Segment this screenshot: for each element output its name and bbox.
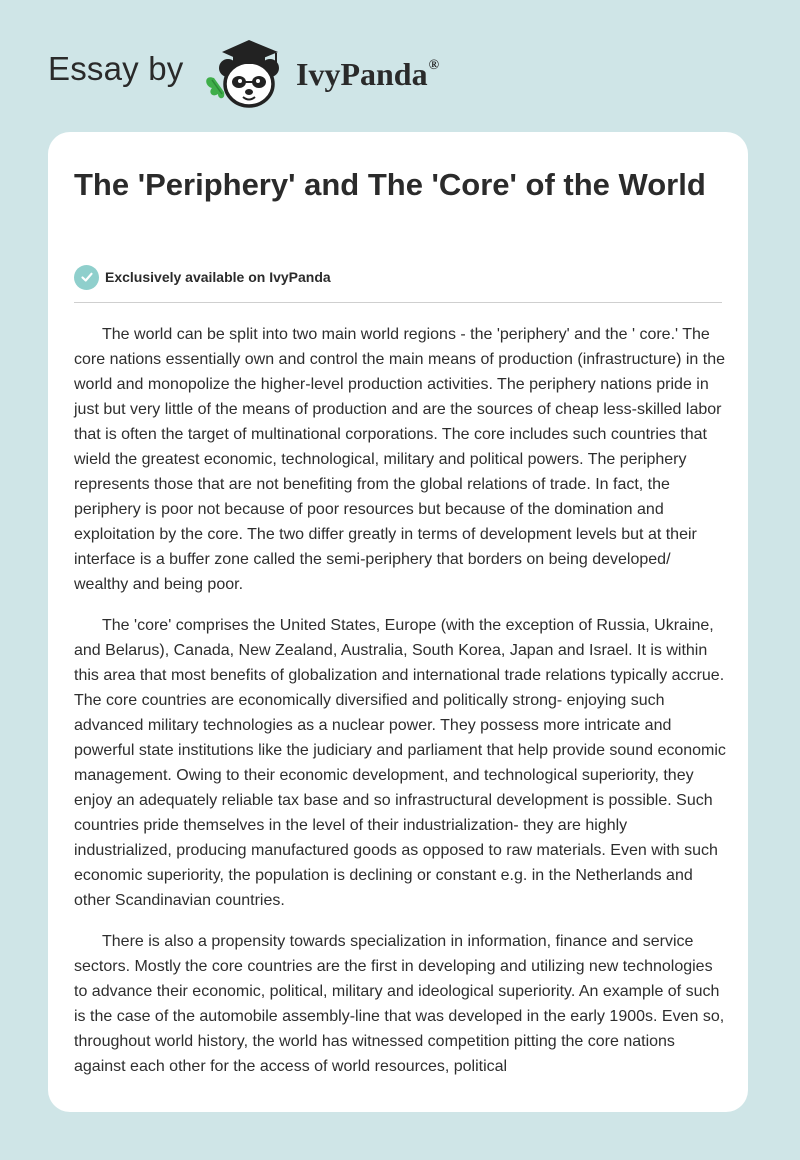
essay-card: [48, 132, 748, 1112]
registered-mark: ®: [428, 58, 440, 74]
essay-body: [74, 322, 726, 1095]
brand-name-text: IvyPanda: [296, 56, 428, 92]
paragraph: The 'core' comprises the United States, Europe (with the exception of Russia, Ukraine, and Belarus), Canada, New Zealand, Australia, South Korea, Japan and Israel. It is within this area that most benefits of globalization and international trade relations typically accrue. The core countries are economically diversified and politically strong- enjoying such advanced military technologies as a nuclear power. They possess more intricate and powerful state institutions like the judiciary and parliament that help provide sound economic management. Owing to their economic development, and technological superiority, they enjoy an adequately reliable tax base and so infrastructural development is possible. Such countries pride themselves in the level of their industrialization- they are highly industrialized, producing manufactured goods as opposed to raw materials. Even with such economic superiority, the population is declining or constant e.g. in the Netherlands and other Scandinavian countries.: [74, 617, 726, 909]
divider: [74, 302, 722, 303]
page-title: The 'Periphery' and The 'Core' of the World: [74, 167, 706, 202]
exclusive-badge-label: Exclusively available on IvyPanda: [105, 269, 331, 285]
paragraph: There is also a propensity towards specialization in information, finance and service sectors. Mostly the core countries are the first in developing and utilizing new technologies to advance their economic, political, military and ideological superiority. An example of such is the case of the automobile assembly-line that was developed in the early 1900s. Even so, throughout world history, the world has witnessed competition pitting the core nations against each other for the access of world resources, political: [74, 933, 725, 1075]
site-header: [0, 0, 800, 130]
panda-graduate-logo-icon[interactable]: [200, 34, 292, 110]
leaf-icon: [206, 77, 224, 98]
paragraph: The world can be split into two main world regions - the 'periphery' and the ' core.' The core nations essentially own and control the main means of production (infrastructure) in the world and monopolize the higher-level production activities. The periphery nations pride in just but very little of the means of production and are the sources of cheap less-skilled labor that is often the target of multinational corporations. The core includes such countries that wield the greatest economic, technological, military and political powers. The periphery represents those that are not benefiting from the global relations of trade. In fact, the periphery is poor not because of poor resources but because of the domination and exploitation by the core. The two differ greatly in terms of development levels but at their interface is a buffer zone called the semi-periphery that borders on being developed/ wealthy and being poor.: [74, 326, 726, 593]
brand-name[interactable]: [296, 56, 439, 93]
check-circle-icon: [74, 265, 99, 290]
exclusive-badge: [74, 264, 331, 290]
essay-by-label: Essay by: [48, 50, 184, 87]
